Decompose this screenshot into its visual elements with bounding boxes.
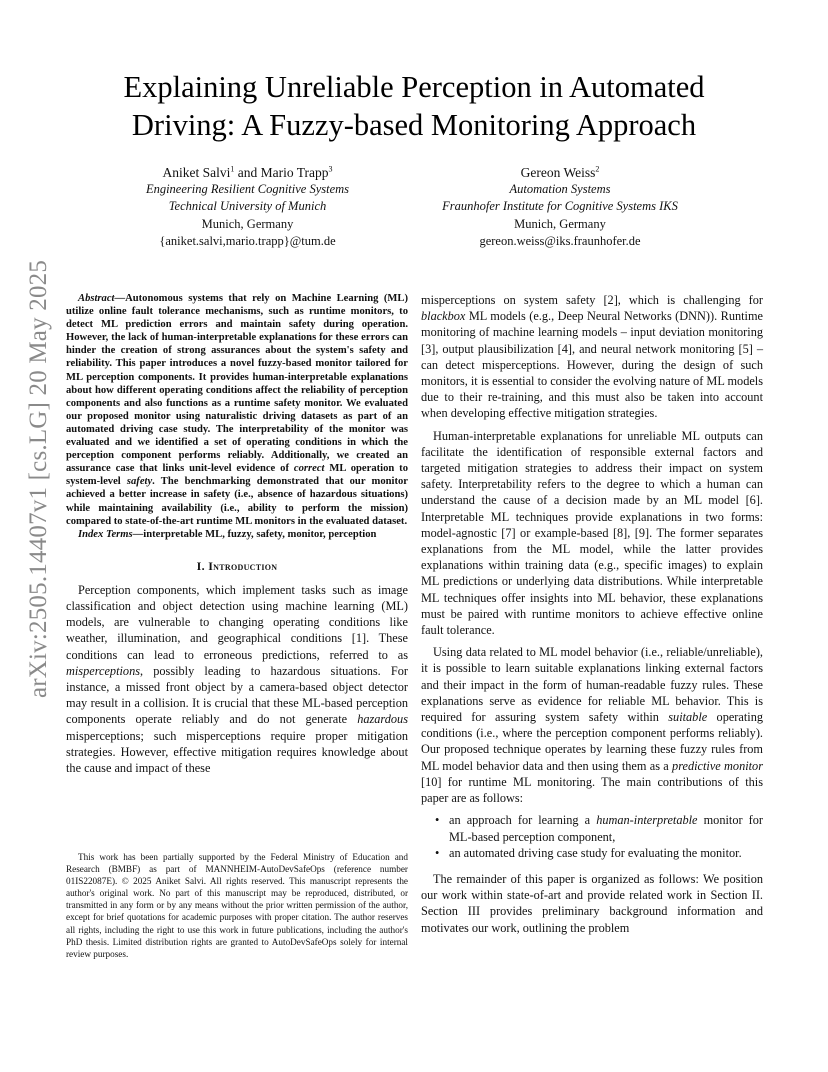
title-line-2: Driving: A Fuzzy-based Monitoring Approach	[131, 108, 697, 142]
author-email: gereon.weiss@iks.fraunhofer.de	[479, 233, 641, 248]
right-column	[421, 292, 763, 942]
section-heading-introduction: I. Introduction	[196, 558, 278, 573]
author-affiliation-org: Fraunhofer Institute for Cognitive Systems IKS	[442, 199, 678, 214]
intro-paragraph-2: Human-interpretable explanations for unreliable ML outputs can facilitate the identification of responsible external factors and targeted mitigation strategies to address their impact on system safety. Interpretability refers to the degree to which a human can understand the cause of a decision made by an ML model [6]. Interpretable ML techniques provide explanations in two forms: model-agnostic [7] or example-based [8], [9]. The former separates explanations from the ML model, while the latter provides explanations within training data (e.g., specific images) to explain ML predictions or underlying data distributions. While interpretable ML techniques offer insights into ML behavior, these explanations must be paired with runtime monitors to achieve effective online fault tolerance.	[421, 428, 763, 638]
author-names: Aniket Salvi$^1$ and Mario Trapp$^3$	[162, 164, 333, 180]
author-email: {aniket.salvi,mario.trapp}@tum.de	[159, 233, 336, 248]
author-block-tum	[100, 164, 395, 250]
index-terms: Index Terms—interpretable ML, fuzzy, safety, monitor, perception	[78, 528, 377, 540]
author-location: Munich, Germany	[201, 216, 294, 231]
intro-paragraph-4: The remainder of this paper is organized as follows: We position our work within state-of-art and provide related work in Section II. Section III provides preliminary background information and motivates our work, outlining the problem	[421, 871, 763, 935]
left-column	[66, 292, 408, 782]
author-names: Gereon Weiss$^2$	[520, 164, 600, 180]
contributions-list	[421, 812, 763, 861]
funding-footnote: This work has been partially supported by the Federal Ministry of Education and Research (BMBF) as part of MANNHEIM-AutoDevSafeOps (reference number 01IS22087E). © 2025 Aniket Salvi. All rights reserved. This manuscript represents the author's original work. No part of this manuscript may be reproduced, distributed, or transmitted in any form or by any means without the prior written permission of the author, except for brief quotations for academic purposes with proper citation. The author reserves all rights, including the right to use this work in future publications, including the author's PhD thesis. Limited distribution rights are granted to AutoDevSafeOps solely for internal review purposes.	[66, 852, 408, 959]
paper-title	[60, 68, 768, 144]
author-block-fraunhofer	[410, 164, 710, 250]
arxiv-id-text: arXiv:2505.14407v1 [cs.LG] 20 May 2025	[25, 259, 52, 699]
intro-paragraph-1: Perception components, which implement tasks such as image classification and object detection using machine learning (ML) models, are vulnerable to changing operating conditions like weather, illumination, and geographical conditions [1]. These conditions can lead to erroneous predictions, referred to as misperceptions, possibly leading to hazardous situations. For instance, a missed front object by a camera-based object detector may result in a collision. It is crucial that these ML-based perception components operate reliably and do not generate hazardous misperceptions; such misperceptions require proper mitigation strategies. However, effective mitigation requires knowledge about the cause and impact of these	[66, 582, 408, 776]
intro-paragraph-3: Using data related to ML model behavior (i.e., reliable/unreliable), it is possible to learn suitable explanations linking external factors and their impact in the form of human-readable fuzzy rules. These explanations serve as evidence for reliable ML behavior. This is required for assuring system safety within suitable operating conditions (i.e., where the perception component performs reliably). Our proposed technique operates by learning these fuzzy rules from ML model behavior data and then using them as a predictive monitor [10] for runtime ML monitoring. The main contributions of this paper are as follows:	[421, 645, 763, 806]
abstract: Abstract—Autonomous systems that rely on Machine Learning (ML) utilize online fault tolerance mechanisms, such as runtime monitors, to detect ML prediction errors and maintain safety during operation. However, the lack of human-interpretable explanations for these errors can hinder the creation of strong assurances about the system's safety and reliability. This paper introduces a novel fuzzy-based monitor tailored for ML perception components. It provides human-interpretable explanations about how different operating conditions affect the reliability of perception components and also functions as a runtime safety monitor. We evaluated our proposed monitor using naturalistic driving datasets as part of an automated driving case study. The interpretability of the monitor was evaluated and we identified a set of operating conditions in which the perception component performs reliably. Additionally, we created an assurance case that links unit-level evidence of correct ML operation to system-level safety. The benchmarking demonstrated that our monitor achieved a better increase in safety (i.e., absence of hazardous situations) while maintaining availability (i.e., ability to perform the mission) compared to state-of-the-art runtime ML monitors in the evaluated dataset.	[66, 293, 408, 527]
author-location: Munich, Germany	[514, 216, 606, 231]
author-affiliation-org: Technical University of Munich	[168, 199, 327, 214]
contribution-item: • an automated driving case study for evaluating the monitor.	[421, 845, 763, 861]
author-affiliation-dept: Engineering Resilient Cognitive Systems	[145, 182, 350, 197]
arxiv-identifier	[22, 259, 56, 699]
author-affiliation-dept: Automation Systems	[509, 182, 611, 197]
intro-paragraph-1-cont: misperceptions on system safety [2], which is challenging for blackbox ML models (e.g., Deep Neural Networks (DNN)). Runtime monitoring of machine learning models – input deviation monitoring [3], output plausibilization [4], and neural network monitoring [5] – can detect misperceptions. However, during the design of such monitors, it is essential to consider the evolving nature of ML models due to their re-training, and this must also be taken into account when developing effective mitigation strategies.	[421, 293, 763, 421]
title-line-1: Explaining Unreliable Perception in Automated	[123, 70, 705, 104]
contribution-item: • an approach for learning a human-interpretable monitor for ML-based perception component,	[421, 812, 763, 844]
